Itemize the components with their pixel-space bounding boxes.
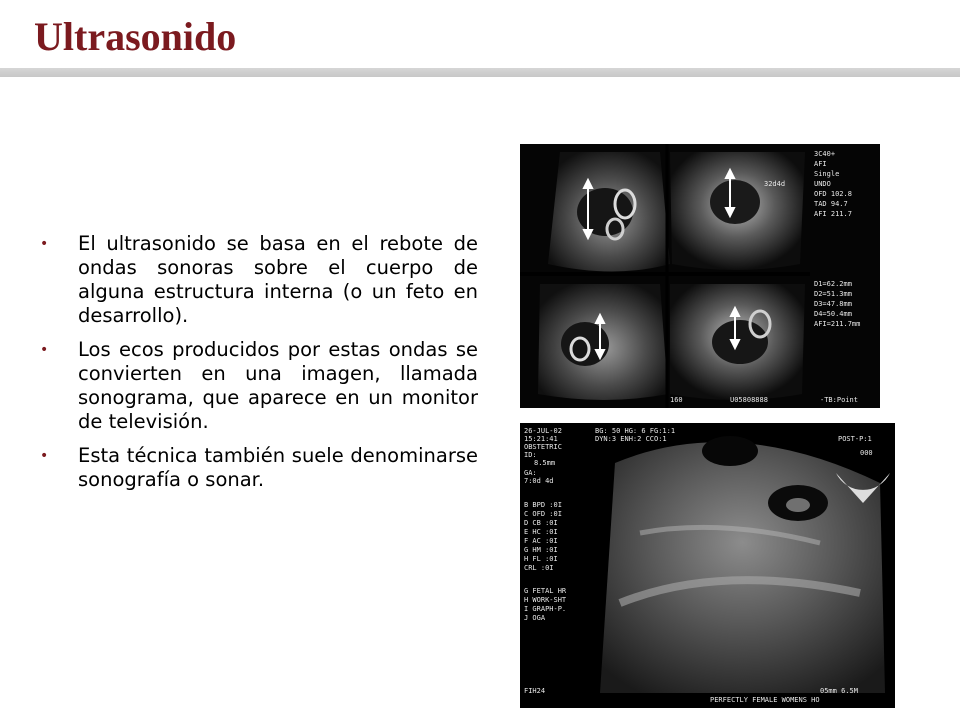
ga-text: 7:0d 4d [524, 477, 554, 485]
bullet-text: El ultrasonido se basa en el rebote de ondas sonoras sobre el cuerpo de alguna estructura interna (o un feto en desarrollo). [78, 232, 478, 327]
ultrasound-fetal-image [520, 423, 895, 708]
slide-title: Ultrasonido [34, 14, 237, 59]
header-text: BG: 50 HG: 6 FG:1:1 [595, 427, 676, 435]
measurement-line: AFI=211.7mm [814, 320, 861, 328]
header-text: 26-JUL-02 [524, 427, 562, 435]
footer-text: FIH24 [524, 687, 546, 695]
ultrasound-quad-graphic [520, 144, 880, 408]
panel-info-line: AFI [814, 160, 827, 168]
menu-text: C OFD :0I [524, 510, 562, 518]
footer-text: 05mm 6.5M [820, 687, 858, 695]
bullet-text: Esta técnica también suele denominarse sonografía o sonar. [78, 444, 478, 491]
panel-info-line: TAD 94.7 [814, 200, 848, 208]
bullet-marker: • [40, 448, 49, 464]
menu-text: I GRAPH-P. [524, 605, 567, 613]
header-text: 15:21:41 [524, 435, 558, 443]
panel-info-line: 3C40+ [814, 150, 836, 158]
panel-info-line: UNDO [814, 180, 831, 188]
measurement-line: D3=47.8mm [814, 300, 852, 308]
bullet-list [40, 232, 478, 502]
header-text: DYN:3 ENH:2 CCO:1 [595, 435, 667, 443]
measurement-line: D2=51.3mm [814, 290, 852, 298]
menu-text: H WORK-SHT [524, 596, 567, 604]
ultrasound-fetal-graphic [520, 423, 895, 708]
ga-text: GA: [524, 469, 537, 477]
menu-text: F AC :0I [524, 537, 558, 545]
menu-text: CRL :0I [524, 564, 554, 572]
image-label: 32d4d [764, 180, 786, 188]
header-text: OBSTETRIC [524, 443, 562, 451]
bullet-item [40, 338, 478, 434]
bullet-item [40, 232, 478, 328]
scan-sector [600, 442, 885, 693]
header-text: ID: [524, 451, 537, 459]
image-footer-text: 160 [670, 396, 683, 404]
image-footer-text: -TB:Point [820, 396, 858, 404]
bullet-marker: • [40, 342, 49, 358]
zoom-text: 000 [860, 449, 873, 457]
panel-info-line: Single [814, 170, 840, 178]
menu-text: E HC :0I [524, 528, 558, 536]
panel-info-line: AFI 211.7 [814, 210, 852, 218]
header-text: POST-P:1 [838, 435, 872, 443]
menu-text: D CB :0I [524, 519, 558, 527]
depth-text: 8.5mm [534, 459, 556, 467]
title-divider [0, 68, 960, 77]
menu-text: H FL :0I [524, 555, 558, 563]
bullet-marker: • [40, 236, 49, 252]
menu-text: J OGA [524, 614, 546, 622]
bullet-text: Los ecos producidos por estas ondas se convierten en una imagen, llamada sonograma, que aparece en un monitor de televisión. [78, 338, 478, 433]
bullet-item [40, 444, 478, 492]
panel-info-line: OFD 102.8 [814, 190, 852, 198]
measurement-line: D1=62.2mm [814, 280, 852, 288]
menu-text: B BPD :0I [524, 501, 562, 509]
image-footer-text: U05808888 [730, 396, 768, 404]
measurement-line: D4=50.4mm [814, 310, 852, 318]
footer-text: PERFECTLY FEMALE WOMENS HO [710, 696, 820, 704]
ultrasound-quad-image [520, 144, 880, 408]
menu-text: G HM :0I [524, 546, 558, 554]
menu-text: G FETAL HR [524, 587, 567, 595]
